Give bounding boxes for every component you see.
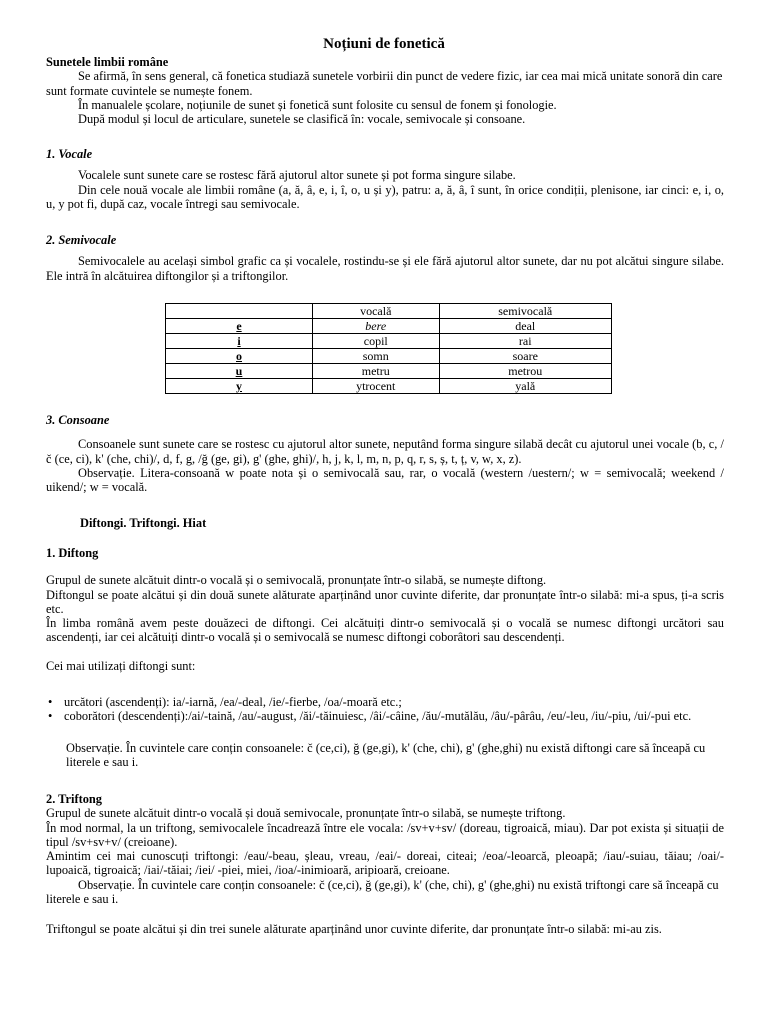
table-cell-semivocala: deal xyxy=(439,319,612,334)
diftong-heading: 1. Diftong xyxy=(46,546,99,560)
intro-heading: Sunetele limbii române xyxy=(46,55,169,69)
triftong-paragraph-4: Observație. În cuvintele care conțin consoanele: č (ce,ci), ğ (ge,gi), k' (che, chi), g' (ghe,ghi) nu există triftongi care să înceapă cu literele e sau i. xyxy=(46,877,719,907)
table-row xyxy=(166,319,612,334)
diftong-paragraph-2: Diftongul se poate alcătui și din două sunete alăturate aparținând unor cuvinte diferite, dar pronunțate într-o silabă: mi-a spus, ți-a scris etc. xyxy=(46,587,724,616)
table-row xyxy=(166,349,612,364)
table-cell-semivocala: metrou xyxy=(439,364,612,379)
list-item: • coborători (descendenți):/ai/-taină, /au/-august, /ăi/-tăinuiesc, /âi/-câine, /ău/-mutălău, /âu/-pârâu, /eu/-leu, /iu/-piu, /ui/-pui etc. xyxy=(46,709,724,723)
triftong-heading: 2. Triftong xyxy=(46,792,102,806)
table-cell-vocala: somn xyxy=(313,349,440,364)
intro-paragraph-3: După modul și locul de articulare, sunetele se clasifică în: vocale, semivocale și consoane. xyxy=(78,112,526,127)
list-item: • urcători (ascendenți): ia/-iarnă, /ea/-deal, /ie/-fierbe, /oa/-moară etc.; xyxy=(46,695,724,709)
table-cell-letter: o xyxy=(166,349,313,364)
table-cell-letter: u xyxy=(166,364,313,379)
semivocale-section xyxy=(46,233,724,283)
diftong-observatie xyxy=(66,741,724,770)
vocale-paragraph-2: Din cele nouă vocale ale limbii române (a, ă, â, e, i, î, o, u și y), patru: a, ă, â, î sunt, în orice condiții, plenisone, iar cinci: e, i, o, u, y pot fi, după caz, vocale întregi sau semivocale. xyxy=(46,182,724,211)
table-header-row xyxy=(166,304,612,319)
table-header-cell: vocală xyxy=(313,304,440,319)
triftong-paragraph-5: Triftongul se poate alcătui și din trei sunele alăturate aparținând unor cuvinte diferite, dar pronunțate într-o silabă: mi-au zis. xyxy=(46,922,662,937)
table-row xyxy=(166,364,612,379)
vocale-section xyxy=(46,147,724,211)
intro-paragraph-2: În manualele școlare, noțiunile de sunet și fonetică sunt folosite cu sensul de fonem și fonologie. xyxy=(78,97,557,112)
diftong-paragraph-1: Grupul de sunete alcătuit dintr-o vocală și o semivocală, pronunțate într-o silabă, se numește diftong. xyxy=(46,573,547,588)
diftong-paragraph-3: În limba română avem peste douăzeci de diftongi. Cei alcătuiți dintr-o semivocală și o vocală se numesc diftongi urcători sau ascendenți, iar cei alcătuiți dintr-o vocală și o semivocală se numesc diftongi coborâtori sau descendenți. xyxy=(46,616,724,645)
table-cell-vocala: bere xyxy=(313,319,440,334)
diftongi-triftongi-title: Diftongi. Triftongi. Hiat xyxy=(80,516,207,530)
table-cell-vocala: copil xyxy=(313,334,440,349)
table-cell-vocala: ytrocent xyxy=(313,379,440,394)
table-cell-letter: y xyxy=(166,379,313,394)
semivocale-heading: 2. Semivocale xyxy=(46,233,117,247)
intro-paragraph-1: Se afirmă, în sens general, că fonetica studiază sunetele vorbirii din punct de vedere fizic, iar cea mai mică unitate sonoră din care sunt formate cuvintele se numește fonem. xyxy=(46,69,723,98)
triftong-paragraph-1: Grupul de sunete alcătuit dintr-o vocală și două semivocale, pronunțate într-o silabă, se numește triftong. xyxy=(46,806,566,821)
table-cell-letter: i xyxy=(166,334,313,349)
table-cell-semivocala: soare xyxy=(439,349,612,364)
table-header-cell: semivocală xyxy=(439,304,612,319)
table-cell-vocala: metru xyxy=(313,364,440,379)
diftong-section xyxy=(46,546,724,673)
vowel-semivowel-table xyxy=(165,303,612,394)
intro-section xyxy=(46,55,724,126)
table-row xyxy=(166,379,612,394)
diftong-paragraph-4: Cei mai utilizați diftongi sunt: xyxy=(46,658,196,673)
table-header-cell xyxy=(166,304,313,319)
diftong-paragraph-5: Observație. În cuvintele care conțin consoanele: č (ce,ci), ğ (ge,gi), k' (che, chi), g' (ghe,ghi) nu există diftongi care să înceapă cu literele e sau i. xyxy=(66,741,706,770)
triftong-section xyxy=(46,792,724,937)
table-cell-semivocala: yală xyxy=(439,379,612,394)
diftongi-list xyxy=(46,695,724,724)
consoane-paragraph-1: Consoanele sunt sunete care se rostesc cu ajutorul altor sunete, neputând forma singure silabă decât cu ajutorul unei vocale (b, c, /č (ce, ci), k' (che, chi)/, d, f, g, /ğ (ge, gi), g' (ghe, ghi)/, h, j, k, l, m, n, p, q, r, s, ș, t, ț, v, w, x, z). xyxy=(46,437,724,466)
triftong-paragraph-3: Amintim cei mai cunoscuți triftongi: /eau/-beau, șleau, vreau, /eai/- doreai, citeai; /eoa/-leoarcă, pleoapă; /iau/-suiau, tăiau; /oai/-lupoaică, tigroaică; /iai/-tăiai; /iei/ -piei, miei, /ioa/-inimioară, aripioară, creioane. xyxy=(46,849,724,878)
triftong-paragraph-2: În mod normal, la un triftong, semivocalele încadrează între ele vocala: /sv+v+sv/ (doreau, tigroaică, miau). Dar pot exista și situații de tipul /sv+sv+v/ (creioane). xyxy=(46,820,724,849)
page-title: Noțiuni de fonetică xyxy=(323,36,445,52)
consoane-section xyxy=(46,413,724,494)
vocale-heading: 1. Vocale xyxy=(46,147,93,161)
semivocale-paragraph-1: Semivocalele au același simbol grafic ca și vocalele, rostindu-se și ele fără ajutorul altor sunete, dar nu pot alcătui singure silabe. Ele intră în alcătuirea diftongilor și a triftongilor. xyxy=(46,254,724,283)
vocale-paragraph-1: Vocalele sunt sunete care se rostesc fără ajutorul altor sunete și pot forma singure silabe. xyxy=(78,168,516,183)
consoane-paragraph-2: Observație. Litera-consoană w poate nota și o semivocală sau, rar, o vocală (western /uestern/; w = semivocală; weekend / uikend/; w = vocală. xyxy=(46,465,724,495)
table-row xyxy=(166,334,612,349)
consoane-heading: 3. Consoane xyxy=(46,413,110,427)
table-cell-semivocala: rai xyxy=(439,334,612,349)
table-cell-letter: e xyxy=(166,319,313,334)
